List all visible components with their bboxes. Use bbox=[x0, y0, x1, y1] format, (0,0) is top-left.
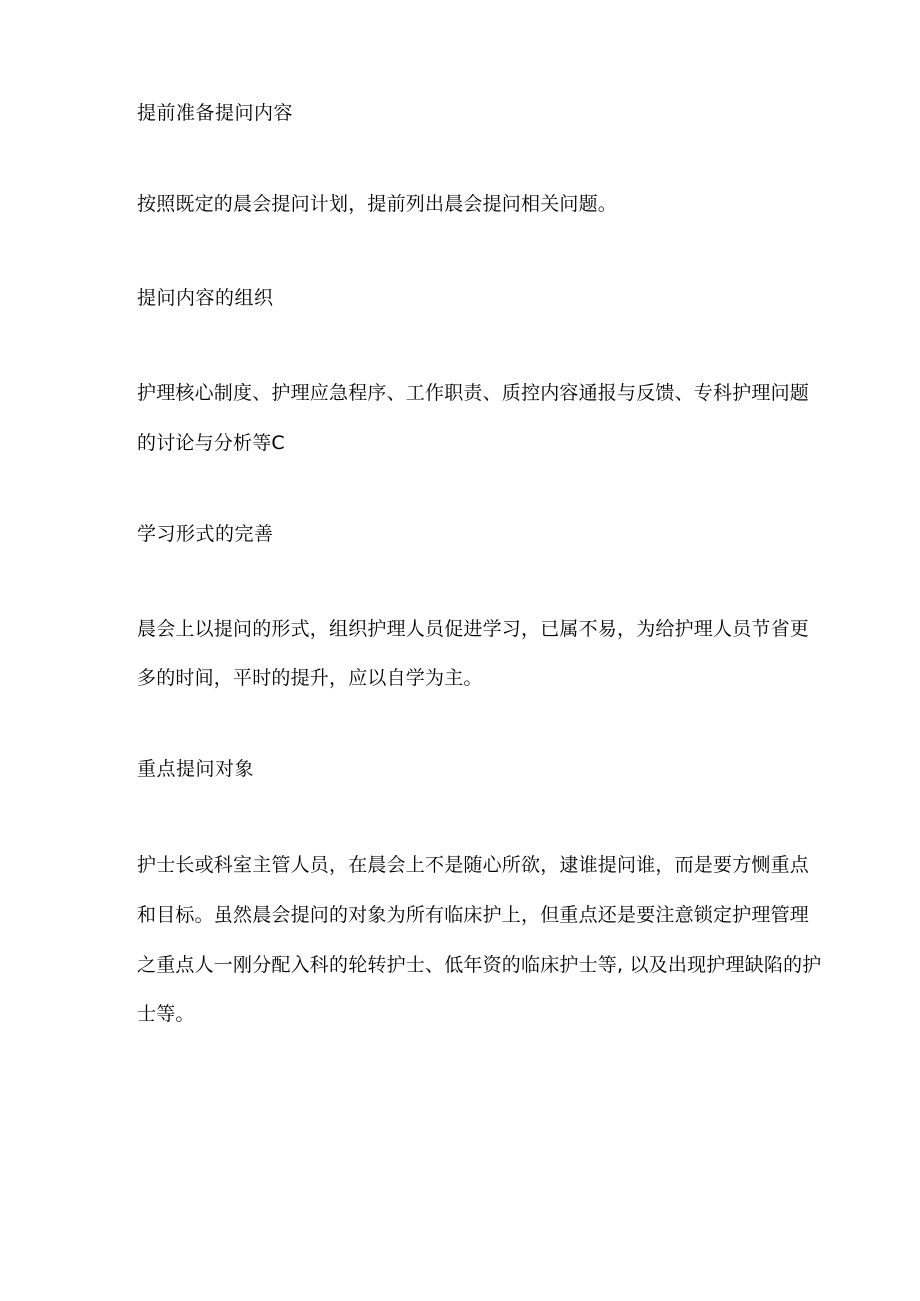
paragraph-line: 之重点人一刚分配入科的轮转护士、低年资的临床护士等, 以及出现护理缺陷的护 bbox=[137, 954, 822, 976]
paragraph-line: 的讨论与分析等C bbox=[137, 432, 285, 454]
section-heading: 提问内容的组织 bbox=[137, 287, 274, 309]
paragraph-line: 按照既定的晨会提问计划，提前列出晨会提问相关问题。 bbox=[137, 193, 618, 215]
paragraph-line: 护士长或科室主管人员，在晨会上不是随心所欲，逮谁提问谁，而是要方恻重点 bbox=[137, 854, 810, 876]
paragraph-line: 士等。 bbox=[137, 1003, 195, 1025]
paragraph-line: 多的时间，平时的提升，应以自学为主。 bbox=[137, 667, 483, 689]
paragraph-line: 护理核心制度、护理应急程序、工作职责、质控内容通报与反馈、专科护理问题 bbox=[137, 382, 810, 404]
section-heading: 学习形式的完善 bbox=[137, 523, 274, 545]
section-heading: 重点提问对象 bbox=[137, 758, 255, 780]
section-heading: 提前准备提问内容 bbox=[137, 102, 294, 124]
paragraph-line: 晨会上以提问的形式，组织护理人员促进学习，已属不易，为给护理人员节省更 bbox=[137, 618, 810, 640]
paragraph-line: 和目标。虽然晨会提问的对象为所有临床护上，但重点还是要注意锁定护理管理 bbox=[137, 904, 810, 926]
